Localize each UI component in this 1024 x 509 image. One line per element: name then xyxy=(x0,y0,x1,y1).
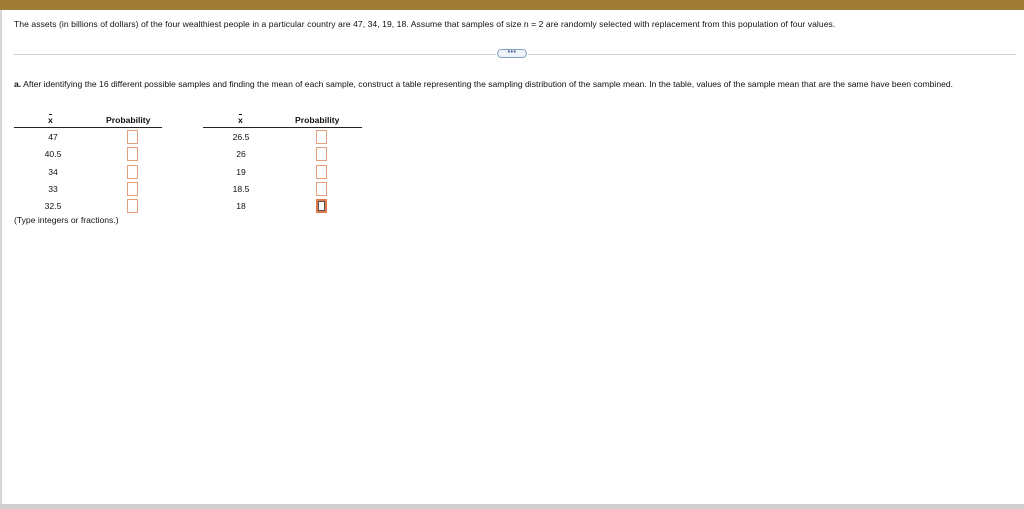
top-color-bar xyxy=(0,0,1024,10)
divider-right xyxy=(528,54,1016,55)
probability-input[interactable] xyxy=(316,130,327,144)
probability-input-active[interactable] xyxy=(316,199,327,213)
table-row xyxy=(203,180,362,197)
table-row xyxy=(203,128,362,145)
probability-header: Probability xyxy=(295,115,340,125)
table-row xyxy=(203,197,362,214)
table-header xyxy=(203,113,362,128)
xbar-value: 26.5 xyxy=(232,132,250,142)
probability-input[interactable] xyxy=(127,130,138,144)
divider-left xyxy=(14,54,496,55)
table-row xyxy=(14,128,162,145)
distribution-table-right xyxy=(203,113,362,214)
part-a-letter: a. xyxy=(14,79,22,89)
probability-input[interactable] xyxy=(127,182,138,196)
table-row xyxy=(14,163,162,180)
table-row xyxy=(14,180,162,197)
table-row xyxy=(203,145,362,162)
frame-bottom-border xyxy=(0,504,1024,509)
probability-input[interactable] xyxy=(127,199,138,213)
probability-input[interactable] xyxy=(316,147,327,161)
probability-input[interactable] xyxy=(316,182,327,196)
show-more-button[interactable] xyxy=(497,49,527,58)
table-row xyxy=(14,197,162,214)
ellipsis-icon: ••• xyxy=(507,49,517,56)
xbar-value: 47 xyxy=(48,132,58,142)
probability-input[interactable] xyxy=(127,147,138,161)
input-hint: (Type integers or fractions.) xyxy=(14,215,119,225)
table-row xyxy=(203,163,362,180)
distribution-table-left xyxy=(14,113,162,214)
xbar-value: 18 xyxy=(236,201,246,212)
table-row xyxy=(14,145,162,162)
xbar-value: 19 xyxy=(236,166,246,177)
xbar-value: 33 xyxy=(48,183,58,194)
probability-header: Probability xyxy=(106,115,151,125)
xbar-header: x xyxy=(238,115,243,125)
xbar-value: 26 xyxy=(236,149,246,160)
xbar-header: x xyxy=(48,115,53,125)
probability-input[interactable] xyxy=(316,165,327,179)
probability-input[interactable] xyxy=(127,165,138,179)
frame-left-border xyxy=(0,10,2,504)
xbar-value: 40.5 xyxy=(44,149,62,160)
part-a-text: After identifying the 16 different possible samples and finding the mean of each sample, construct a table representing the sampling distribution of the sample mean. In the table, values of the sample mean that are the same have been combined. xyxy=(23,79,954,89)
part-a-prompt xyxy=(14,79,1014,90)
question-text: The assets (in billions of dollars) of the four wealthiest people in a particular country are 47, 34, 19, 18. Assume that samples of size n = 2 are randomly selected with replacement from this population of four values. xyxy=(14,19,836,29)
xbar-value: 18.5 xyxy=(232,183,250,194)
xbar-value: 32.5 xyxy=(44,201,62,212)
xbar-value: 34 xyxy=(48,166,58,177)
table-header xyxy=(14,113,162,128)
